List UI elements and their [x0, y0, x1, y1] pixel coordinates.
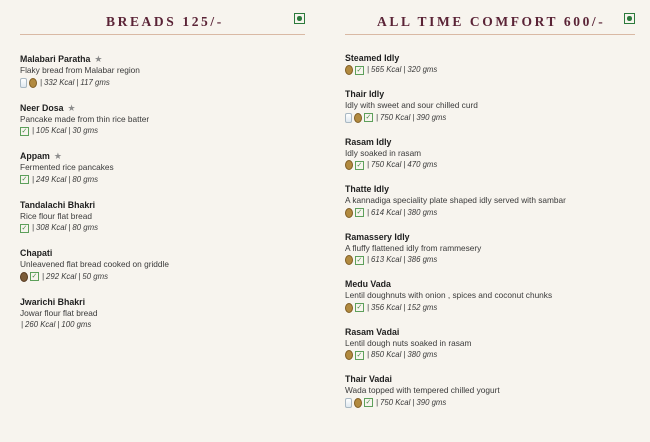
menu-item-name [345, 88, 635, 100]
menu-item [20, 53, 305, 89]
menu-item-name [345, 136, 635, 148]
weight-value: 117 gms [80, 77, 110, 87]
comfort-header [345, 0, 635, 35]
soy-icon [20, 272, 28, 282]
weight-value: 320 gms [407, 65, 438, 74]
menu-item [345, 183, 635, 219]
menu-item-nutrition [20, 319, 305, 331]
kcal-value: 750 Kcal [380, 112, 411, 122]
menu-item-nutrition [345, 302, 635, 314]
kcal-value: 750 Kcal [380, 397, 411, 407]
weight-value: 390 gms [416, 112, 447, 122]
menu-item-description: Fermented rice pancakes [20, 162, 114, 172]
menu-item-name [345, 373, 635, 385]
grain-icon [29, 78, 37, 88]
kcal-value: 614 Kcal [371, 207, 402, 217]
menu-item-nutrition [20, 271, 305, 283]
separator: | [40, 77, 43, 87]
menu-item-nutrition [345, 159, 635, 171]
separator: | [376, 397, 379, 407]
menu-item [345, 231, 635, 267]
menu-item-name [345, 326, 635, 338]
menu-item-name [345, 278, 635, 290]
breads-column [20, 0, 305, 344]
menu-item [345, 136, 635, 172]
separator: | [57, 320, 60, 329]
weight-value: 380 gms [407, 207, 438, 217]
item-name-text: Thair Idly [345, 89, 385, 99]
veg-icon [364, 113, 373, 122]
star-icon: ★ [94, 54, 103, 64]
menu-item-nutrition [345, 207, 635, 219]
separator: | [367, 207, 370, 217]
separator: | [78, 271, 81, 281]
menu-item-description: Rice flour flat bread [20, 210, 92, 221]
kcal-value: 292 Kcal [46, 271, 77, 281]
menu-item [20, 296, 305, 332]
menu-item-nutrition [345, 254, 635, 266]
kcal-value: 613 Kcal [371, 255, 402, 264]
milk-icon [345, 113, 352, 123]
kcal-value: 260 Kcal [25, 320, 56, 329]
breads-list [20, 53, 305, 331]
weight-value: 80 gms [72, 223, 98, 232]
veg-icon [30, 272, 39, 281]
menu-item [20, 102, 305, 138]
separator: | [376, 112, 379, 122]
separator: | [42, 271, 45, 281]
veg-icon [355, 303, 364, 312]
veg-icon [20, 127, 29, 136]
grain-icon [354, 398, 362, 408]
menu-item-nutrition [345, 112, 635, 124]
kcal-value: 249 Kcal [36, 174, 67, 184]
menu-item [345, 278, 635, 314]
menu-item-description: Pancake made from thin rice batter [20, 113, 150, 124]
menu-item-description: Unleavened flat bread cooked on griddle [20, 259, 169, 269]
separator: | [68, 174, 71, 184]
menu-item-name [345, 52, 635, 64]
item-name-text: Malabari Paratha [20, 54, 91, 64]
kcal-value: 750 Kcal [371, 160, 402, 169]
item-name-text: Medu Vada [345, 279, 391, 289]
menu-item-name [20, 247, 305, 259]
weight-value: 470 gms [407, 160, 438, 169]
grain-icon [345, 255, 353, 265]
menu-item-name [20, 296, 305, 308]
kcal-value: 850 Kcal [371, 350, 402, 359]
menu-item [20, 150, 305, 186]
kcal-value: 565 Kcal [371, 65, 402, 74]
item-name-text: Rasam Vadai [345, 326, 400, 337]
kcal-value: 332 Kcal [44, 77, 75, 87]
comfort-title: ALL TIME COMFORT 600/- [377, 14, 606, 29]
weight-value: 380 gms [407, 350, 438, 359]
veg-icon [20, 175, 29, 184]
menu-item-name [345, 183, 635, 195]
menu-item-nutrition [20, 77, 305, 89]
weight-value: 386 gms [407, 255, 438, 264]
menu-item-name [20, 102, 305, 114]
separator: | [32, 223, 35, 232]
menu-item-name [20, 53, 305, 65]
weight-value: 50 gms [82, 271, 108, 281]
breads-title: BREADS 125/- [106, 14, 224, 29]
item-name-text: Thatte Idly [345, 184, 389, 194]
separator: | [32, 126, 35, 135]
menu-item-nutrition [20, 125, 305, 137]
menu-item-name [20, 150, 305, 162]
separator: | [367, 302, 370, 312]
weight-value: 152 gms [407, 302, 438, 312]
weight-value: 100 gms [61, 320, 92, 329]
separator: | [68, 126, 71, 135]
menu-item-nutrition [345, 64, 635, 76]
separator: | [403, 255, 406, 264]
menu-item [345, 52, 635, 76]
weight-value: 390 gms [416, 397, 447, 407]
menu-item [345, 373, 635, 409]
separator: | [21, 320, 24, 329]
menu-item-description: A fluffy flattened idly from rammesery [345, 242, 482, 253]
menu-item [345, 88, 635, 124]
menu-item-description: Wada topped with tempered chilled yogurt [345, 385, 500, 395]
menu-item-description: Lentil dough nuts soaked in rasam [345, 337, 472, 348]
veg-symbol-icon [294, 13, 305, 24]
menu-item-description: Jowar flour flat bread [20, 307, 98, 318]
separator: | [403, 207, 406, 217]
menu-item [20, 199, 305, 235]
weight-value: 80 gms [72, 174, 98, 184]
kcal-value: 308 Kcal [36, 223, 67, 232]
separator: | [367, 65, 370, 74]
item-name-text: Appam [20, 151, 50, 161]
grain-icon [345, 303, 353, 313]
item-name-text: Rasam Idly [345, 136, 392, 147]
veg-symbol-icon [624, 13, 635, 24]
menu-item-nutrition [345, 397, 635, 409]
veg-icon [364, 398, 373, 407]
menu-item-description: Idly with sweet and sour chilled curd [345, 100, 478, 110]
menu-item-description: Flaky bread from Malabar region [20, 65, 140, 75]
separator: | [412, 112, 415, 122]
menu-item-name [20, 199, 305, 211]
comfort-column [345, 0, 635, 421]
separator: | [367, 350, 370, 359]
veg-icon [355, 351, 364, 360]
grain-icon [345, 208, 353, 218]
menu-item-description: A kannadiga speciality plate shaped idly served with sambar [345, 195, 566, 205]
grain-icon [345, 65, 353, 75]
menu-item-description: Lentil doughnuts with onion , spices and coconut chunks [345, 290, 553, 300]
milk-icon [345, 398, 352, 408]
separator: | [403, 160, 406, 169]
veg-icon [355, 66, 364, 75]
separator: | [68, 223, 71, 232]
kcal-value: 105 Kcal [36, 126, 67, 135]
comfort-list [345, 52, 635, 409]
menu-item [345, 326, 635, 362]
menu-item-nutrition [345, 349, 635, 361]
star-icon: ★ [67, 102, 76, 113]
menu-item-description: Idly soaked in rasam [345, 147, 422, 158]
veg-icon [20, 224, 29, 233]
item-name-text: Thair Vadai [345, 374, 392, 384]
item-name-text: Neer Dosa [20, 102, 64, 113]
separator: | [412, 397, 415, 407]
menu-item [20, 247, 305, 283]
menu-item-name [345, 231, 635, 243]
veg-icon [355, 256, 364, 265]
item-name-text: Tandalachi Bhakri [20, 199, 96, 210]
menu-item-nutrition [20, 174, 305, 186]
item-name-text: Ramassery Idly [345, 231, 410, 242]
separator: | [403, 350, 406, 359]
grain-icon [345, 350, 353, 360]
item-name-text: Steamed Idly [345, 53, 400, 63]
kcal-value: 356 Kcal [371, 302, 402, 312]
item-name-text: Jwarichi Bhakri [20, 296, 86, 307]
separator: | [403, 65, 406, 74]
veg-icon [355, 161, 364, 170]
separator: | [403, 302, 406, 312]
grain-icon [354, 113, 362, 123]
separator: | [367, 160, 370, 169]
star-icon: ★ [53, 151, 62, 161]
grain-icon [345, 160, 353, 170]
separator: | [32, 174, 35, 184]
separator: | [367, 255, 370, 264]
breads-header [20, 0, 305, 35]
veg-icon [355, 208, 364, 217]
separator: | [76, 77, 79, 87]
menu-item-nutrition [20, 222, 305, 234]
milk-icon [20, 78, 27, 88]
item-name-text: Chapati [20, 248, 53, 258]
weight-value: 30 gms [72, 126, 98, 135]
